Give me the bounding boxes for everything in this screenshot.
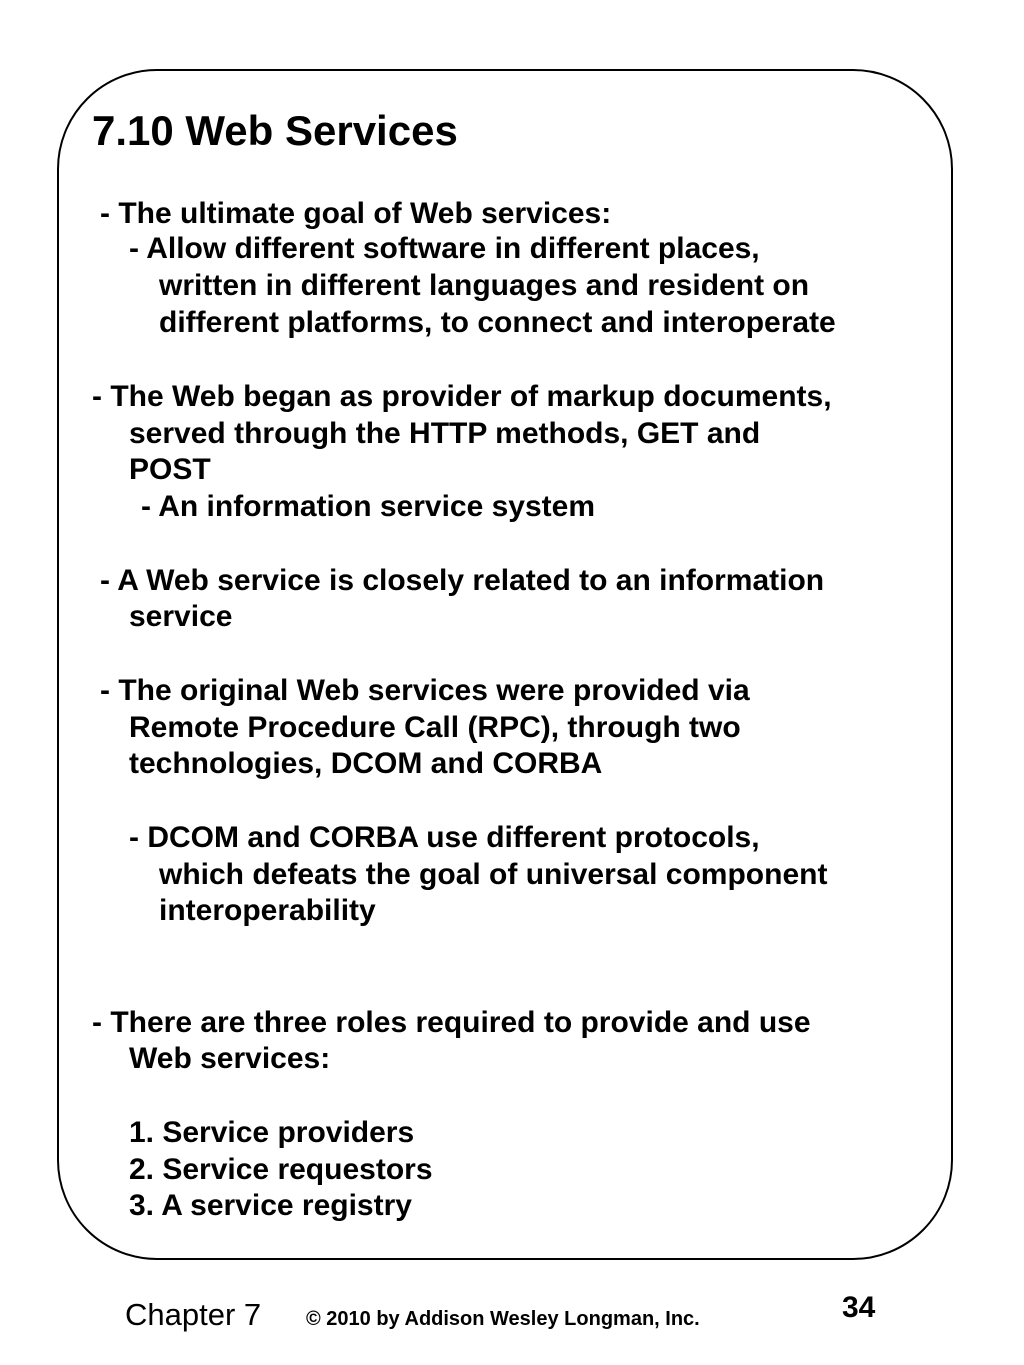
bullet-goal-heading: - The ultimate goal of Web services: — [100, 197, 612, 230]
bullet-original-services-line-3: technologies, DCOM and CORBA — [129, 747, 603, 780]
footer-copyright: © 2010 by Addison Wesley Longman, Inc. — [306, 1308, 700, 1330]
bullet-web-service-related-line-2: service — [129, 600, 233, 633]
bullet-dcom-corba-line-1: - DCOM and CORBA use different protocols, — [129, 821, 760, 854]
bullet-original-services-line-2: Remote Procedure Call (RPC), through two — [129, 711, 741, 744]
footer-chapter: Chapter 7 — [125, 1297, 262, 1332]
bullet-web-began-line-1: - The Web began as provider of markup documents, — [92, 380, 832, 413]
bullet-three-roles-line-1: - There are three roles required to provide and use — [92, 1006, 811, 1039]
bullet-goal-detail-line-1: - Allow different software in different places, — [129, 232, 760, 265]
bullet-web-began-line-2: served through the HTTP methods, GET and — [129, 417, 761, 450]
bullet-goal-detail-line-2: written in different languages and resident on — [159, 269, 810, 302]
list-item-service-requestors: 2. Service requestors — [129, 1153, 433, 1186]
bullet-dcom-corba-line-3: interoperability — [159, 894, 376, 927]
bullet-original-services-line-1: - The original Web services were provided via — [100, 674, 750, 707]
bullet-web-began-line-3: POST — [129, 453, 211, 486]
slide-title: 7.10 Web Services — [92, 107, 458, 154]
bullet-goal-detail-line-3: different platforms, to connect and interoperate — [159, 306, 836, 339]
bullet-info-service-system: - An information service system — [141, 490, 596, 523]
list-item-service-registry: 3. A service registry — [129, 1189, 412, 1222]
bullet-three-roles-line-2: Web services: — [129, 1042, 331, 1075]
bullet-dcom-corba-line-2: which defeats the goal of universal component — [159, 858, 828, 891]
page-number: 34 — [842, 1291, 876, 1324]
list-item-service-providers: 1. Service providers — [129, 1116, 415, 1149]
bullet-web-service-related-line-1: - A Web service is closely related to an information — [100, 564, 825, 597]
